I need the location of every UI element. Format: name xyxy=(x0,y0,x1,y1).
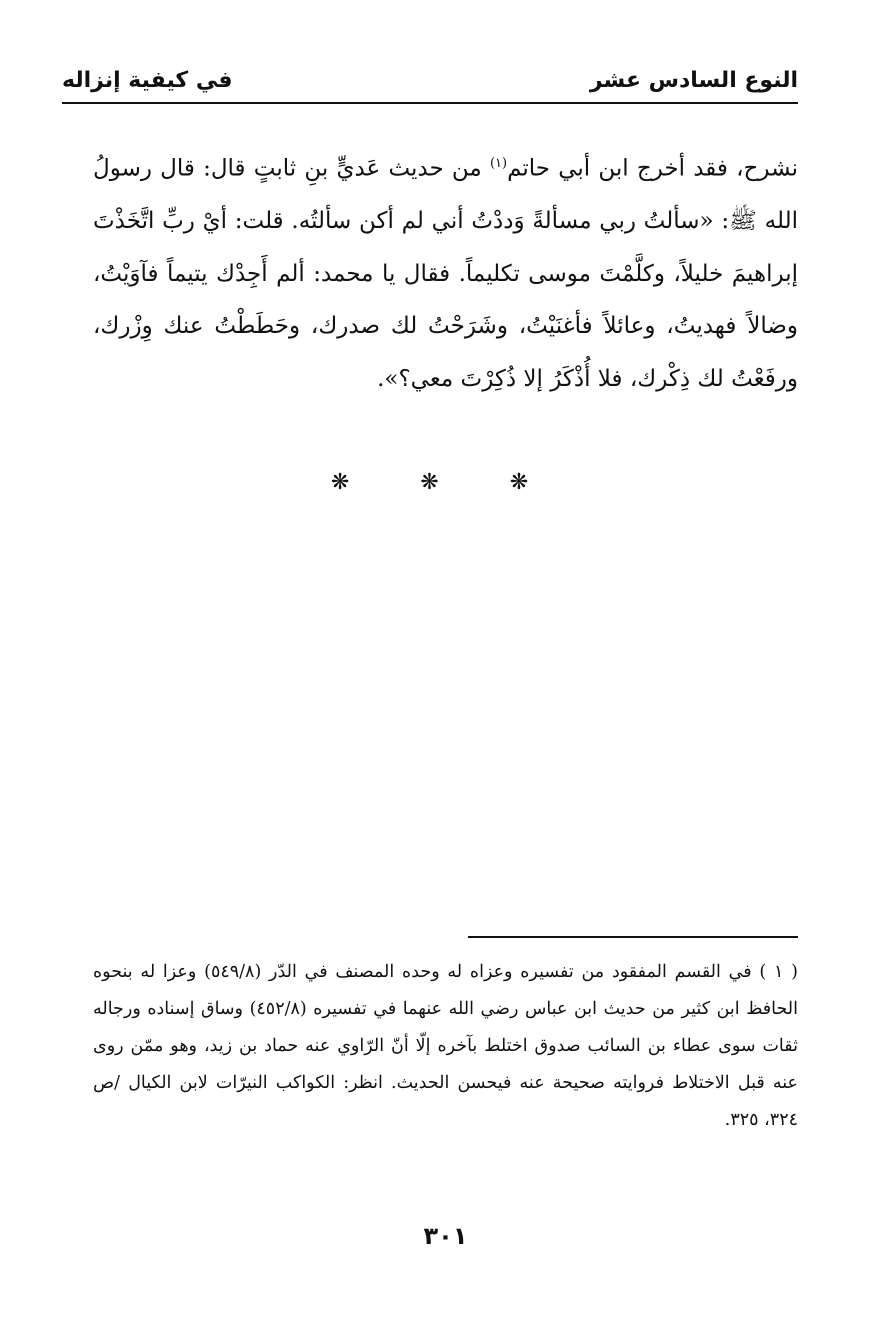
footnote-reference: (١) xyxy=(489,156,508,171)
chapter-title: النوع السادس عشر xyxy=(589,68,798,93)
footnote xyxy=(93,954,798,1139)
main-text xyxy=(93,138,798,405)
footnote-divider xyxy=(468,936,798,938)
main-paragraph xyxy=(93,138,798,405)
section-title: في كيفية إنزاله xyxy=(62,68,233,93)
running-header xyxy=(62,58,798,104)
page-number: ٣٠١ xyxy=(423,1222,468,1250)
paragraph-text-rest: من حديث عَديٍّ بنِ ثابتٍ قال: قال رسولُ الله ﷺ: «سألتُ ربي مسألةً وَددْتُ أني لم أكن سألتُه. قلت: أيْ ربِّ اتَّخَذْتَ إبراهيمَ خليلاً، وكلَّمْتَ موسى تكليماً. فقال يا محمد: ألم أَجِدْك يتيماً فآوَيْتُ، وضالاً فهديتُ، وعائلاً فأغنَيْتُ، وشَرَحْتُ لك صدرك، وحَطَطْتُ عنك وِزْرك، ورفَعْتُ لك ذِكْرك، فلا أُذْكَرُ إلا ذُكِرْتَ معي؟». xyxy=(93,155,798,392)
paragraph-text-start: نشرح، فقد أخرج ابن أبي حاتم xyxy=(507,155,799,182)
footnote-text: ( ١ ) في القسم المفقود من تفسيره وعزاه له وحده المصنف في الدّر (٥٤٩/٨) وعزا له بنحوه الحافظ ابن كثير من حديث ابن عباس رضي الله عنهما في تفسيره (٤٥٢/٨) وساق إسناده ورجاله ثقات سوى عطاء بن السائب صدوق اختلط بآخره إلّا أنّ الرّاوي عنه حماد بن زيد، وهو ممّن روى عنه قبل الاختلاط فروايته صحيحة عنه فيحسن الحديث. انظر: الكواكب النيرّات لابن الكيال /ص ٣٢٤، ٣٢٥. xyxy=(93,962,798,1130)
section-separator: ❋ ❋ ❋ xyxy=(330,470,561,495)
